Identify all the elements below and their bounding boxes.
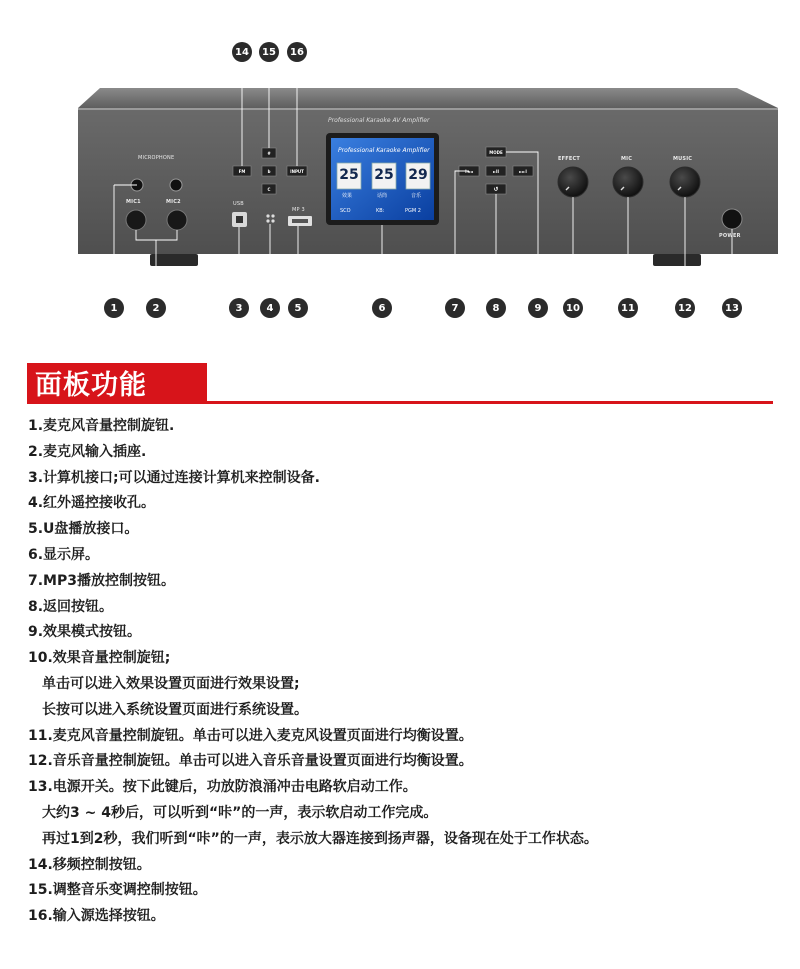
- callout-12: 12: [675, 298, 695, 318]
- music-knob-label: MUSIC: [673, 156, 693, 162]
- callout-11: 11: [618, 298, 638, 318]
- mic2-jack: [167, 210, 187, 230]
- panel-function-list: [28, 414, 788, 930]
- section-title-underline: [27, 401, 773, 404]
- function-item: 3.计算机接口;可以通过连接计算机来控制设备.: [28, 469, 320, 486]
- callout-5: 5: [288, 298, 308, 318]
- function-item: 2.麦克风输入插座.: [28, 443, 147, 460]
- callout-13: 13: [722, 298, 742, 318]
- function-item: 4.红外遥控接收孔。: [28, 495, 156, 512]
- screen-label-effect: 效果: [342, 193, 353, 199]
- function-item: 5.U盘播放接口。: [28, 521, 139, 538]
- function-item: 11.麦克风音量控制旋钮。单击可以进入麦克风设置页面进行均衡设置。: [28, 727, 473, 744]
- effect-label: EFFECT: [558, 156, 580, 162]
- function-item: 16.输入源选择按钮。: [28, 908, 165, 925]
- screen-value-effect: 25: [339, 167, 359, 183]
- power-switch: [722, 209, 742, 229]
- function-item: 9.效果模式按钮。: [28, 624, 142, 641]
- mic1-label: MIC1: [126, 199, 141, 205]
- callout-3: 3: [229, 298, 249, 318]
- callout-6: 6: [372, 298, 392, 318]
- mic-knob: [613, 167, 643, 197]
- callout-7: 7: [445, 298, 465, 318]
- callout-14: 14: [232, 42, 252, 62]
- function-item: 13.电源开关。按下此键后，功放防浪涌冲击电路软启动工作。: [28, 779, 417, 796]
- mic1-jack: [126, 210, 146, 230]
- music-knob: [670, 167, 700, 197]
- callout-4: 4: [260, 298, 280, 318]
- function-item: 6.显示屏。: [28, 546, 100, 563]
- function-item: 10.效果音量控制旋钮;: [28, 650, 171, 667]
- callout-2: 2: [146, 298, 166, 318]
- foot-right: [653, 254, 701, 266]
- screen-bottom-right: PGM 2: [405, 208, 421, 214]
- function-item: 单击可以进入效果设置页面进行效果设置;: [42, 675, 300, 692]
- foot-left: [150, 254, 198, 266]
- function-item: 12.音乐音量控制旋钮。单击可以进入音乐音量设置页面进行均衡设置。: [28, 753, 473, 770]
- function-item: 再过1到2秒，我们听到“咔”的一声，表示放大器连接到扬声器，设备现在处于工作状态。: [42, 830, 598, 847]
- amplifier-front-panel: [0, 0, 800, 330]
- function-item: 15.调整音乐变调控制按钮。: [28, 882, 207, 899]
- prev-button[interactable]: I◄◄: [465, 169, 473, 174]
- callout-1: 1: [104, 298, 124, 318]
- function-item: 8.返回按钮。: [28, 598, 114, 615]
- function-item: 大约3 ~ 4秒后，可以听到“咔”的一声，表示软启动工作完成。: [42, 804, 438, 821]
- screen-label-mic: 话筒: [377, 193, 388, 199]
- brand-text: Professional Karaoke AV Amplifier: [328, 117, 430, 124]
- return-button[interactable]: ↺: [493, 186, 499, 193]
- mp3-label: MP 3: [292, 207, 305, 213]
- callout-8: 8: [486, 298, 506, 318]
- screen-label-music: 音乐: [411, 193, 422, 199]
- function-item: 14.移频控制按钮。: [28, 856, 151, 873]
- key-up-button[interactable]: #: [267, 151, 271, 156]
- play-pause-button[interactable]: ►II: [492, 169, 500, 174]
- function-item: 长按可以进入系统设置页面进行系统设置。: [42, 701, 308, 718]
- screen-bottom-left: SCO: [340, 208, 351, 214]
- function-item: 1.麦克风音量控制旋钮.: [28, 418, 175, 434]
- power-label: POWER: [719, 233, 741, 239]
- key-flat-button[interactable]: b: [267, 169, 271, 174]
- next-button[interactable]: ►►I: [519, 169, 527, 174]
- section-title: 面板功能: [27, 363, 207, 401]
- callout-16: 16: [287, 42, 307, 62]
- mode-button[interactable]: MODE: [489, 150, 503, 155]
- mic-volume-knob-2: [170, 179, 182, 191]
- callout-9: 9: [528, 298, 548, 318]
- callout-15: 15: [259, 42, 279, 62]
- input-button[interactable]: INPUT: [290, 169, 304, 174]
- mic2-label: MIC2: [166, 199, 181, 205]
- mic-knob-label: MIC: [621, 156, 633, 162]
- callout-10: 10: [563, 298, 583, 318]
- screen-value-mic: 25: [374, 167, 394, 183]
- amplifier-drawing: [0, 0, 800, 330]
- screen-value-music: 29: [408, 167, 428, 183]
- usb-label: USB: [233, 201, 244, 207]
- effect-knob: [558, 167, 588, 197]
- function-item: 7.MP3播放控制按钮。: [28, 572, 175, 589]
- chassis-top: [78, 88, 778, 108]
- fm-button[interactable]: FM: [238, 169, 246, 174]
- microphone-label: MICROPHONE: [138, 155, 175, 161]
- screen-title: Professional Karaoke Amplifier: [338, 147, 430, 154]
- screen-bottom-mid: KB:: [376, 208, 385, 214]
- key-down-button[interactable]: C: [267, 187, 271, 192]
